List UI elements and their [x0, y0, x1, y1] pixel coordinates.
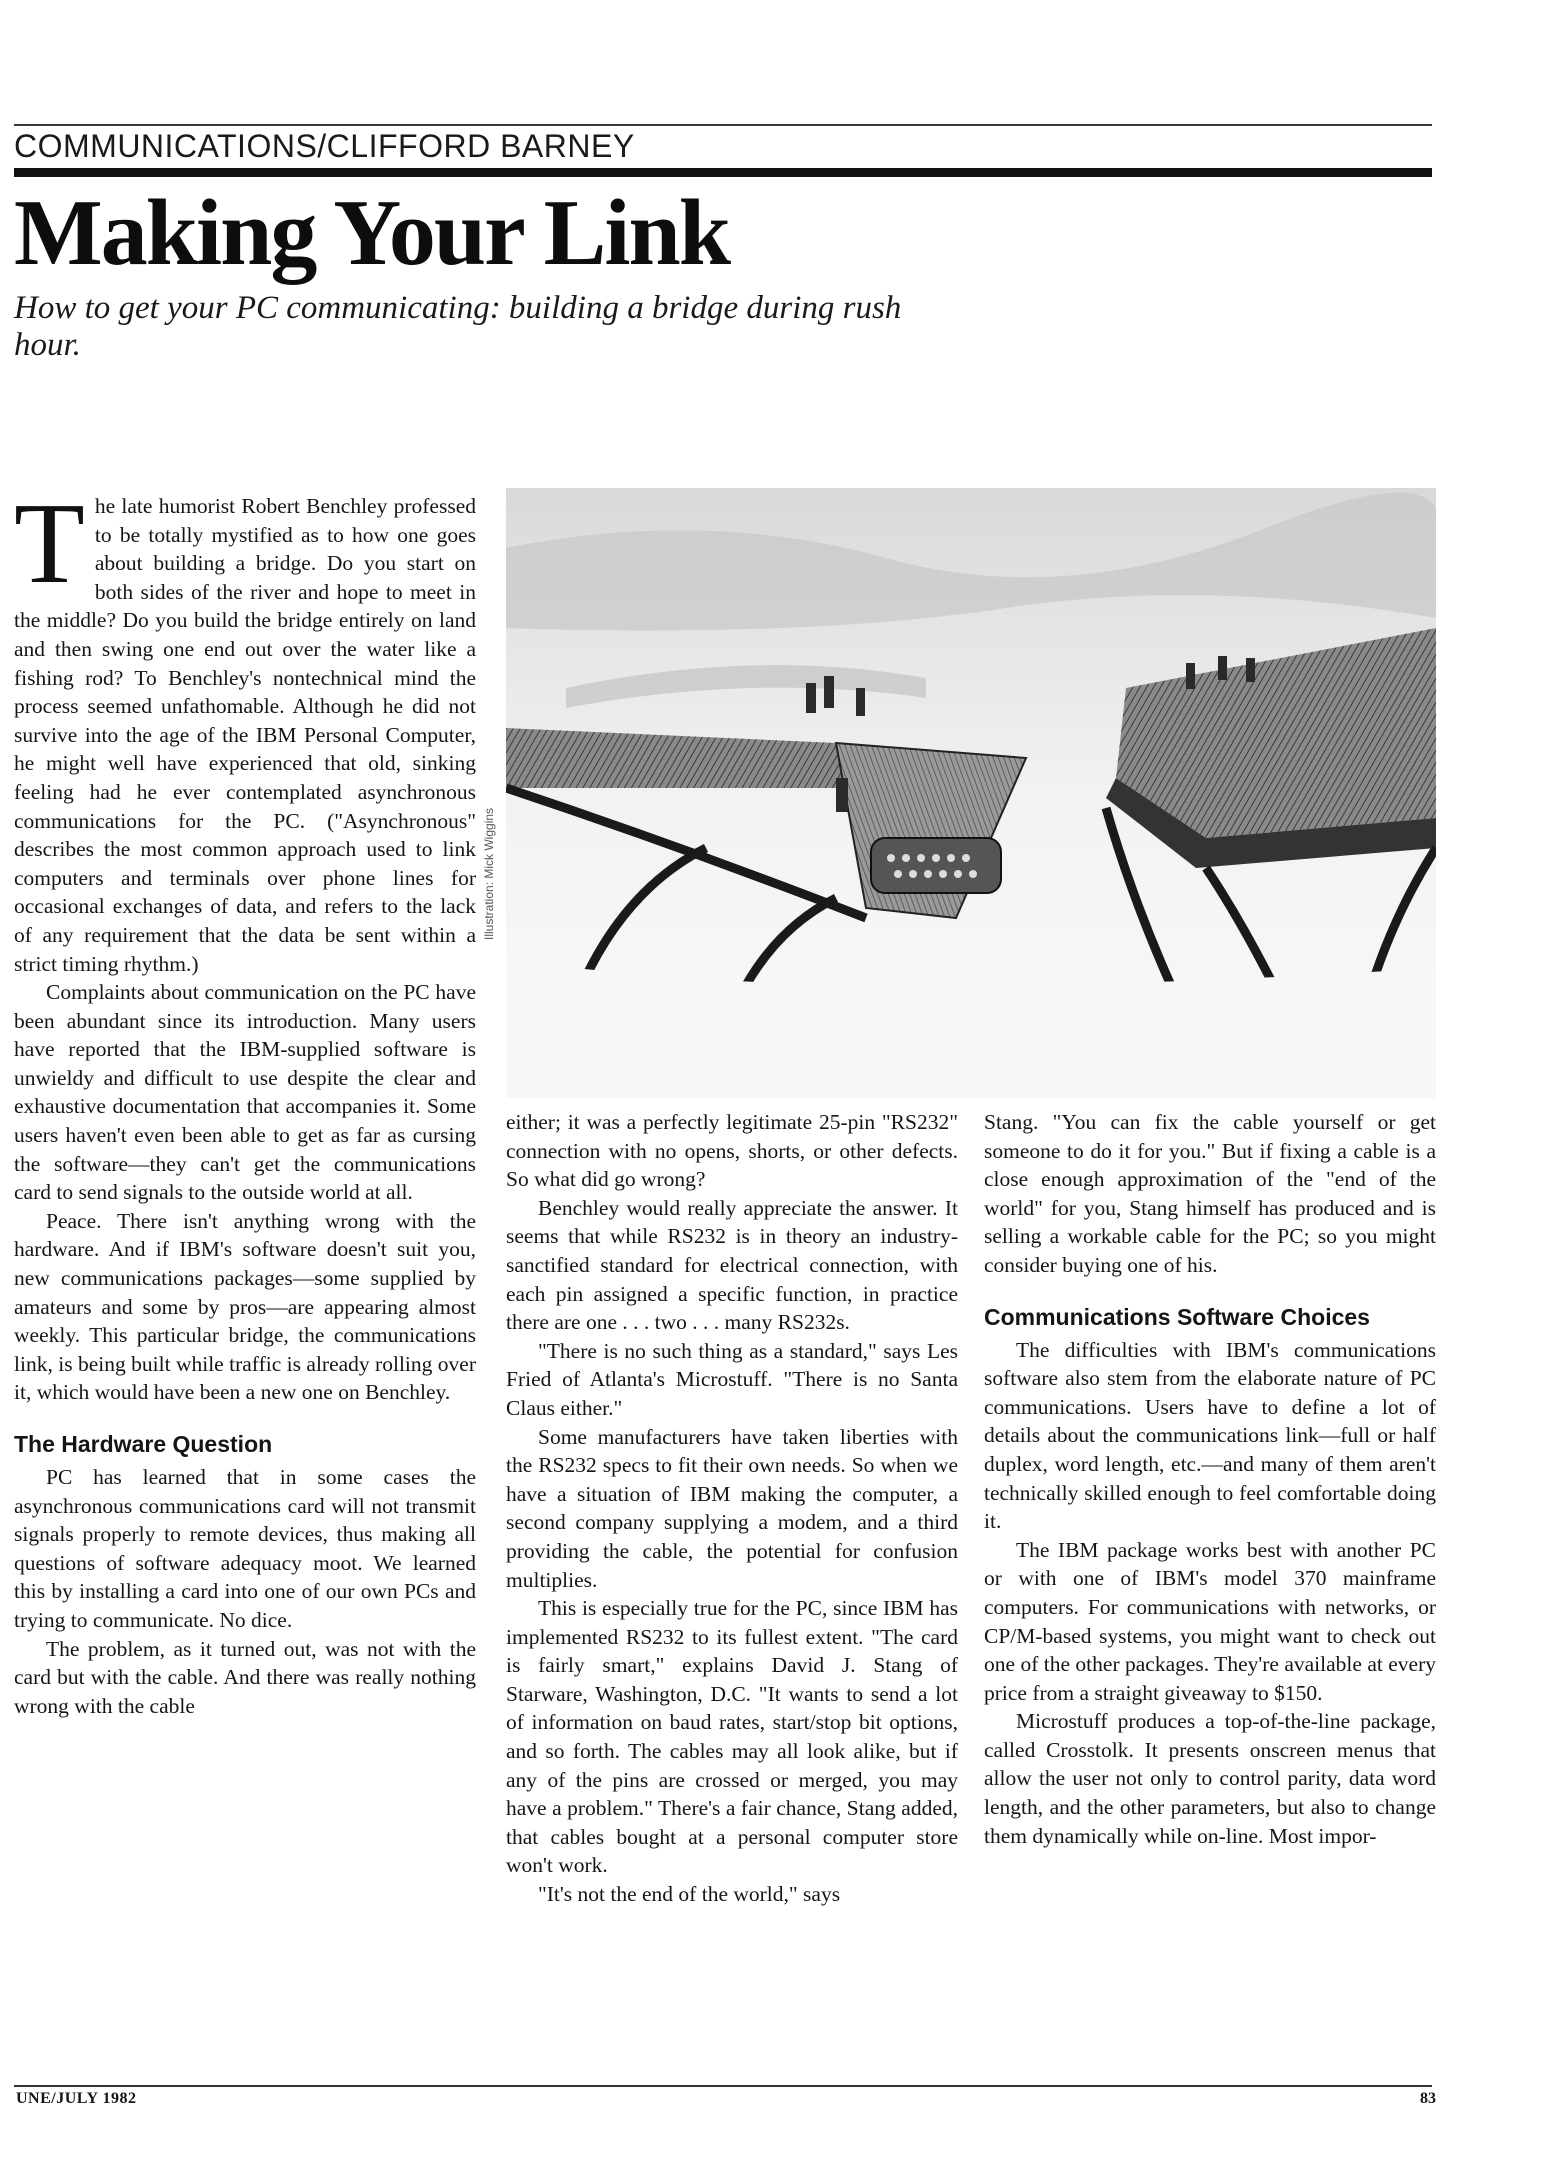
footer-rule: [14, 2085, 1432, 2087]
header-thick-rule: [14, 168, 1432, 177]
paragraph: Stang. "You can fix the cable yourself or get someone to do it for you." But if fixing a cable is a close enough approximation of the "end of the world" for you, Stang himself has produced and is selling a workable cable for the PC; so you might consider buying one of his.: [984, 1110, 1436, 1277]
bridge-illustration: [506, 488, 1436, 1098]
paragraph: The late humorist Robert Benchley professed to be totally mystified as to how one goes about building a bridge. Do you start on both sides of the river and hope to meet in the middle? Do you build the bridge entirely on land and then swing one end out over the water like a fishing rod? To Benchley's nontechnical mind the process seemed unfathomable. Although he did not survive into the age of the IBM Personal Computer, he might well have experienced that old, sinking feeling had he ever contemplated asynchronous communications for the PC. ("Asynchronous" describes the most common approach used to link computers and terminals over phone lines for occasional exchanges of data, and refers to the lack of any requirement that the data be sent within a strict timing rhythm.): [14, 480, 476, 976]
paragraph: Benchley would really appreciate the answer. It seems that while RS232 is in theory an industry-sanctified standard for electrical connection, with each pin assigned a specific function, in practice there are one . . . two . . . many RS232s.: [506, 1195, 958, 1335]
paragraph: PC has learned that in some cases the asynchronous communications card will not transmit signals properly to remote devices, thus making all questions of software adequacy moot. We learned this by installing a card into one of our own PCs and trying to communicate. No dice.: [14, 1465, 476, 1632]
column-1: [14, 480, 476, 1720]
paragraph: The IBM package works best with another PC or with one of IBM's model 370 mainframe computers. For communications with networks, or CP/M-based systems, you might want to check out one of the other packages. They're available at every price from a straight giveaway to $150.: [984, 1537, 1436, 1705]
paragraph: "It's not the end of the world," says: [538, 1882, 841, 1907]
section-heading: Communications Software Choices: [984, 1303, 1370, 1330]
issue-date: UNE/JULY 1982: [16, 2090, 137, 2107]
paragraph: Some manufacturers have taken liberties with the RS232 specs to fit their own needs. So when we have a situation of IBM making the computer, a second company supplying a modem, and a third providing the cable, the potential for confusion multiplies.: [506, 1424, 958, 1592]
paragraph: The problem, as it turned out, was not with the card but with the cable. And there was really nothing wrong with the cable: [14, 1636, 476, 1718]
top-rule: [14, 124, 1432, 126]
page-number: 83: [1420, 2090, 1436, 2107]
paragraph: Microstuff produces a top-of-the-line package, called Crosstolk. It presents onscreen menus that allow the user not only to control parity, data word length, and the other parameters, but also to change them dynamically while on-line. Most impor-: [984, 1709, 1436, 1848]
article-title: Making Your Link: [14, 181, 730, 285]
section-heading: The Hardware Question: [14, 1431, 273, 1457]
paragraph: "There is no such thing as a standard," says Les Fried of Atlanta's Microstuff. "There is no Santa Claus either.": [506, 1338, 958, 1420]
paragraph: either; it was a perfectly legitimate 25-pin "RS232" connection with no opens, shorts, or other defects. So what did go wrong?: [506, 1110, 958, 1192]
illustration-credit: Illustration: Mick Wiggins: [482, 807, 496, 940]
bridge-connector-icon: [506, 488, 1436, 1098]
paragraph: Peace. There isn't anything wrong with the hardware. And if IBM's software doesn't suit you, new communications packages—some supplied by amateurs and some by pros—are appearing almost weekly. This particular bridge, the communications link, is being built while traffic is already rolling over it, which would have been a new one on Benchley.: [14, 1208, 476, 1405]
paragraph: Complaints about communication on the PC have been abundant since its introduction. Many users have reported that the IBM-supplied software is unwieldy and difficult to use despite the clear and exhaustive documentation that accompanies it. Some users haven't even been able to get as far as cursing the software—they can't get the communications card to send signals to the outside world at all.: [14, 980, 476, 1205]
drop-cap: T: [14, 480, 85, 608]
paragraph: This is especially true for the PC, since IBM has implemented RS232 to its fullest extent. "The card is fairly smart," explains David J. Stang of Starware, Washington, D.C. "It wants to send a lot of information on baud rates, start/stop bit options, and so forth. The cables may all look alike, but if any of the pins are crossed or merged, you may have a problem." There's a fair chance, Stang added, that cables bought at a personal computer store won't work.: [506, 1596, 958, 1878]
column-3: [984, 1108, 1436, 1850]
column-2: [506, 1108, 958, 1909]
section-header: COMMUNICATIONS/CLIFFORD BARNEY: [14, 128, 635, 164]
paragraph: The difficulties with IBM's communications software also stem from the elaborate nature of PC communications. Users have to define a lot of details about the communications link—full or half duplex, word length, etc.—and many of them aren't technically skilled enough to feel comfortable doing it.: [984, 1337, 1436, 1534]
article-subtitle: How to get your PC communicating: building a bridge during rush hour.: [14, 290, 902, 363]
